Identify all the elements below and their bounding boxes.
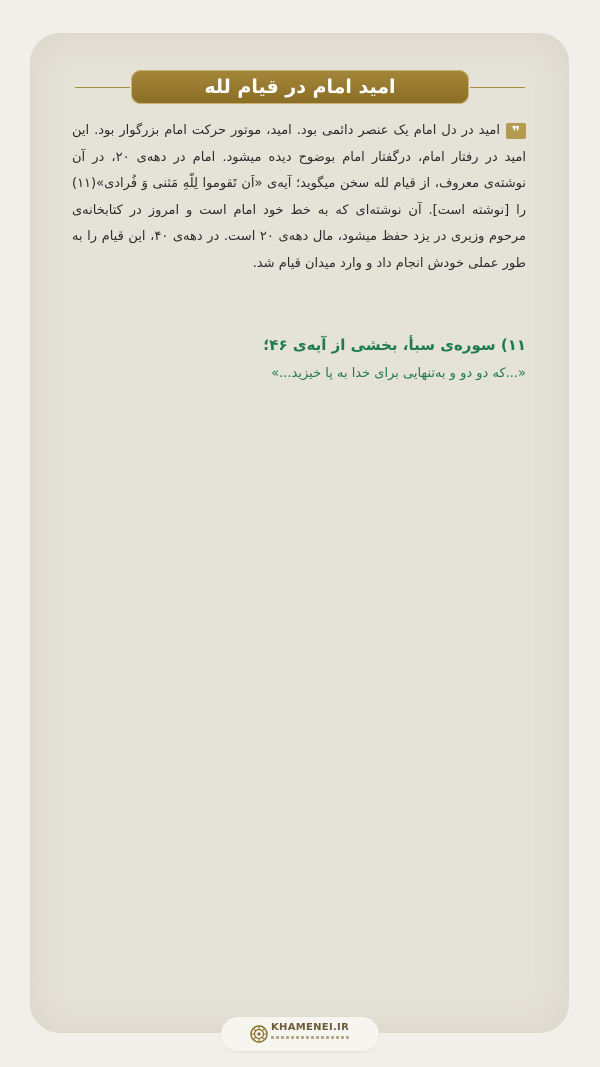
title-rule-right <box>470 87 525 88</box>
footnote-reference: ۱۱) سوره‌ی سبأ، بخشی از آیه‌ی ۴۶؛ <box>263 336 526 354</box>
footer-badge[interactable] <box>221 1017 379 1051</box>
footnote-text: «...که دو دو و به‌تنهایی برای خدا به پا خیزید...» <box>271 366 526 381</box>
quote-icon: ❞ <box>506 123 526 139</box>
title-banner <box>131 70 469 104</box>
body-paragraph <box>72 118 526 277</box>
title-rule-left <box>75 87 130 88</box>
site-tagline-decoration <box>271 1036 351 1039</box>
page-title: امید امام در قیام لله <box>204 76 396 98</box>
khamenei-logo-icon <box>250 1025 268 1043</box>
paragraph-text: امید در دل امام یک عنصر دائمی بود. امید، موتور حرکت امام بزرگوار بود. این امید در رفتار امام، درگفتار امام بوضوح دیده میشود. امام در دهه‌ی ۲۰، در آن نوشته‌ی معروف، از قیام لله سخن میگوید؛ آیه‌ی «اَن تَقوموا لِلّهِ مَثنی وَ فُرادی»(۱۱) را [نوشته است]. آن نوشته‌ای که به خط خود امام است و امروز در کتابخانه‌ی مرحوم وزیری در یزد حفظ میشود، مال دهه‌ی ۲۰ است. در دهه‌ی ۴۰، این قیام را به طور عملی خودش انجام داد و وارد میدان قیام شد. <box>72 123 527 271</box>
site-name[interactable]: KHAMENEI.IR <box>271 1022 350 1033</box>
